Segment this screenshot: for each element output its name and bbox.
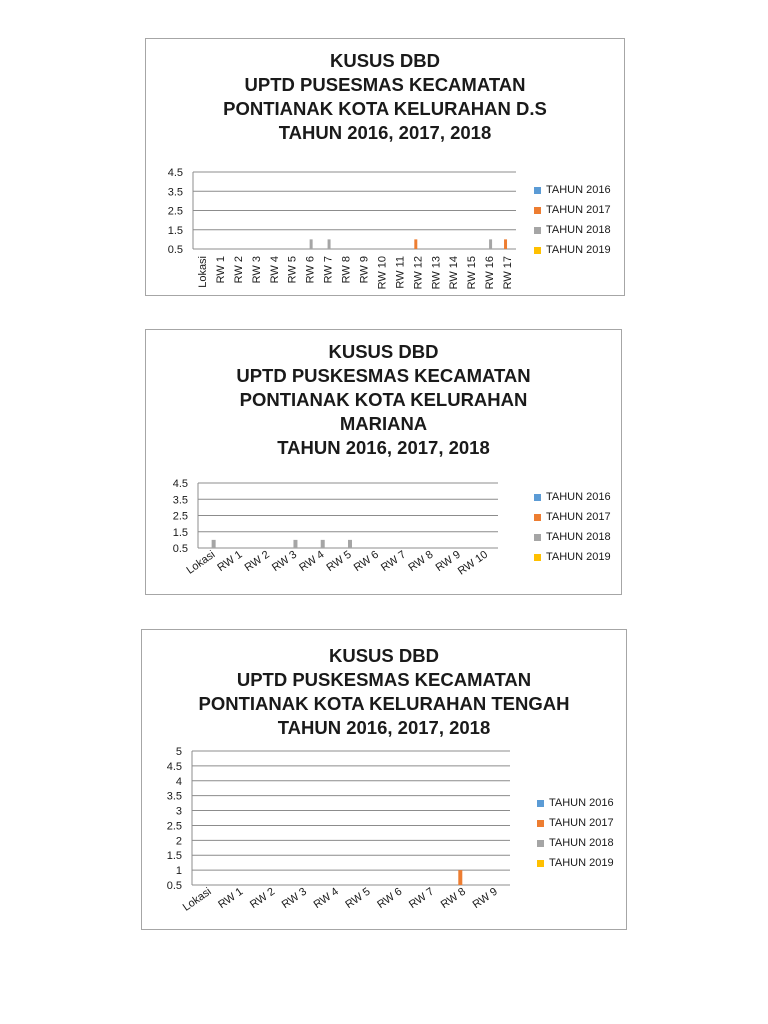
title-line: PONTIANAK KOTA KELURAHAN D.S xyxy=(223,98,547,119)
bar xyxy=(328,239,331,249)
title-line: KUSUS DBD xyxy=(328,341,439,362)
chart-mariana xyxy=(145,329,622,595)
x-tick-label: RW 2 xyxy=(242,548,272,575)
x-tick-label: RW 10 xyxy=(376,256,389,290)
x-tick-label: RW 10 xyxy=(455,548,491,578)
x-tick-label: RW 1 xyxy=(214,256,227,284)
title-line: UPTD PUSKESMAS KECAMATAN xyxy=(236,365,531,386)
legend-swatch xyxy=(537,820,544,827)
x-tick-label: RW 5 xyxy=(286,256,299,284)
x-tick-label: RW 8 xyxy=(340,256,353,284)
x-tick-label: RW 8 xyxy=(406,548,436,575)
legend-swatch xyxy=(534,494,541,501)
legend-swatch xyxy=(534,207,541,214)
bar xyxy=(293,540,297,548)
legend-item xyxy=(534,220,611,240)
x-tick-label: RW 3 xyxy=(250,256,263,284)
x-tick-label: RW 3 xyxy=(269,548,300,575)
y-tick-label: 3.5 xyxy=(166,790,182,803)
legend xyxy=(534,487,611,567)
x-tick-label: RW 4 xyxy=(297,548,327,575)
legend-swatch xyxy=(537,860,544,867)
title-line: TAHUN 2016, 2017, 2018 xyxy=(278,122,492,143)
y-tick-label: 3.5 xyxy=(167,186,183,199)
legend-swatch xyxy=(534,554,541,561)
title-line: TAHUN 2016, 2017, 2018 xyxy=(277,437,490,458)
x-tick-label: RW 8 xyxy=(438,885,469,912)
y-tick-label: 4.5 xyxy=(172,478,188,490)
x-tick-label: Lokasi xyxy=(196,256,209,288)
y-tick-label: 4 xyxy=(175,775,182,788)
y-tick-label: 1 xyxy=(175,865,182,878)
legend-label: TAHUN 2016 xyxy=(549,797,614,809)
x-tick-label: RW 15 xyxy=(466,256,479,290)
y-tick-label: 1.5 xyxy=(166,850,182,863)
bar xyxy=(321,540,325,548)
x-tick-label: RW 1 xyxy=(216,885,246,912)
legend-label: TAHUN 2019 xyxy=(546,244,611,256)
x-tick-label: RW 5 xyxy=(343,885,373,912)
x-tick-label: RW 2 xyxy=(247,885,278,912)
legend-swatch xyxy=(534,534,541,541)
x-tick-label: RW 7 xyxy=(322,256,335,284)
legend-label: TAHUN 2017 xyxy=(546,511,611,523)
legend-item xyxy=(534,507,611,527)
legend-item xyxy=(534,547,611,567)
y-tick-label: 3.5 xyxy=(172,494,188,507)
x-tick-label: RW 1 xyxy=(215,548,245,575)
x-tick-label: RW 7 xyxy=(406,885,437,912)
x-tick-label: RW 6 xyxy=(375,885,405,912)
x-tick-label: RW 2 xyxy=(232,256,245,284)
legend-label: TAHUN 2018 xyxy=(546,224,611,236)
y-tick-label: 0.5 xyxy=(166,880,182,892)
y-tick-label: 5 xyxy=(175,746,182,758)
x-tick-label: RW 5 xyxy=(324,548,354,575)
x-tick-label: RW 4 xyxy=(268,256,281,284)
x-tick-label: RW 4 xyxy=(311,885,341,912)
legend-swatch xyxy=(534,227,541,234)
x-tick-label: RW 3 xyxy=(279,885,310,912)
legend-item xyxy=(534,240,611,260)
x-tick-label: RW 9 xyxy=(433,548,463,575)
x-tick-label: RW 14 xyxy=(448,256,461,290)
bar xyxy=(489,239,492,249)
x-tick-label: RW 9 xyxy=(358,256,371,284)
legend-item xyxy=(534,527,611,547)
y-tick-label: 2.5 xyxy=(167,205,183,218)
y-tick-label: 4.5 xyxy=(167,167,183,179)
bar xyxy=(212,540,216,548)
title-line: TAHUN 2016, 2017, 2018 xyxy=(277,717,491,738)
y-tick-label: 3 xyxy=(175,805,182,818)
legend-swatch xyxy=(534,514,541,521)
legend-item xyxy=(534,180,611,200)
bar xyxy=(458,870,462,885)
legend-swatch xyxy=(537,800,544,807)
legend-label: TAHUN 2016 xyxy=(546,184,611,196)
legend-label: TAHUN 2018 xyxy=(546,531,611,543)
legend-label: TAHUN 2018 xyxy=(549,837,614,849)
y-tick-label: 4.5 xyxy=(166,760,182,773)
title-line: KUSUS DBD xyxy=(330,50,440,71)
title-line: MARIANA xyxy=(339,413,428,434)
y-tick-label: 2.5 xyxy=(172,510,188,523)
x-tick-label: Lokasi xyxy=(180,885,214,914)
x-tick-label: RW 9 xyxy=(470,885,500,912)
legend-label: TAHUN 2017 xyxy=(546,204,611,216)
x-tick-label: RW 7 xyxy=(379,548,409,575)
x-tick-label: Lokasi xyxy=(184,548,218,577)
title-line: KUSUS DBD xyxy=(329,645,439,666)
bar xyxy=(414,239,417,249)
y-tick-label: 0.5 xyxy=(167,244,183,256)
bar xyxy=(504,239,507,249)
x-tick-label: RW 11 xyxy=(394,256,407,289)
title-line: UPTD PUSKESMAS KECAMATAN xyxy=(236,669,532,690)
x-tick-label: RW 12 xyxy=(412,256,425,290)
legend-item xyxy=(537,853,614,873)
title-line: PONTIANAK KOTA KELURAHAN xyxy=(239,389,528,410)
bar xyxy=(310,239,313,249)
legend-item xyxy=(537,813,614,833)
title-line: PONTIANAK KOTA KELURAHAN TENGAH xyxy=(198,693,570,714)
legend-item xyxy=(534,487,611,507)
title-line: UPTD PUSESMAS KECAMATAN xyxy=(244,74,526,95)
bar xyxy=(348,540,352,548)
legend-label: TAHUN 2017 xyxy=(549,817,614,829)
chart-ds xyxy=(145,38,625,296)
y-tick-label: 2 xyxy=(175,835,182,848)
y-tick-label: 2.5 xyxy=(166,820,182,833)
y-tick-label: 1.5 xyxy=(167,224,183,237)
y-tick-label: 1.5 xyxy=(172,526,188,539)
legend-item xyxy=(537,833,614,853)
legend-item xyxy=(537,793,614,813)
x-tick-label: RW 17 xyxy=(502,256,515,290)
legend-item xyxy=(534,200,611,220)
x-tick-label: RW 13 xyxy=(430,256,443,290)
legend-label: TAHUN 2019 xyxy=(546,551,611,563)
chart-tengah xyxy=(141,629,627,930)
legend-swatch xyxy=(534,187,541,194)
legend-swatch xyxy=(537,840,544,847)
x-tick-label: RW 6 xyxy=(304,256,317,284)
x-tick-label: RW 16 xyxy=(484,256,497,290)
legend xyxy=(534,180,611,260)
plot-area xyxy=(142,630,628,931)
x-tick-label: RW 6 xyxy=(351,548,381,575)
y-tick-label: 0.5 xyxy=(172,543,188,555)
legend-label: TAHUN 2016 xyxy=(546,491,611,503)
legend-swatch xyxy=(534,247,541,254)
legend-label: TAHUN 2019 xyxy=(549,857,614,869)
legend xyxy=(537,793,614,873)
